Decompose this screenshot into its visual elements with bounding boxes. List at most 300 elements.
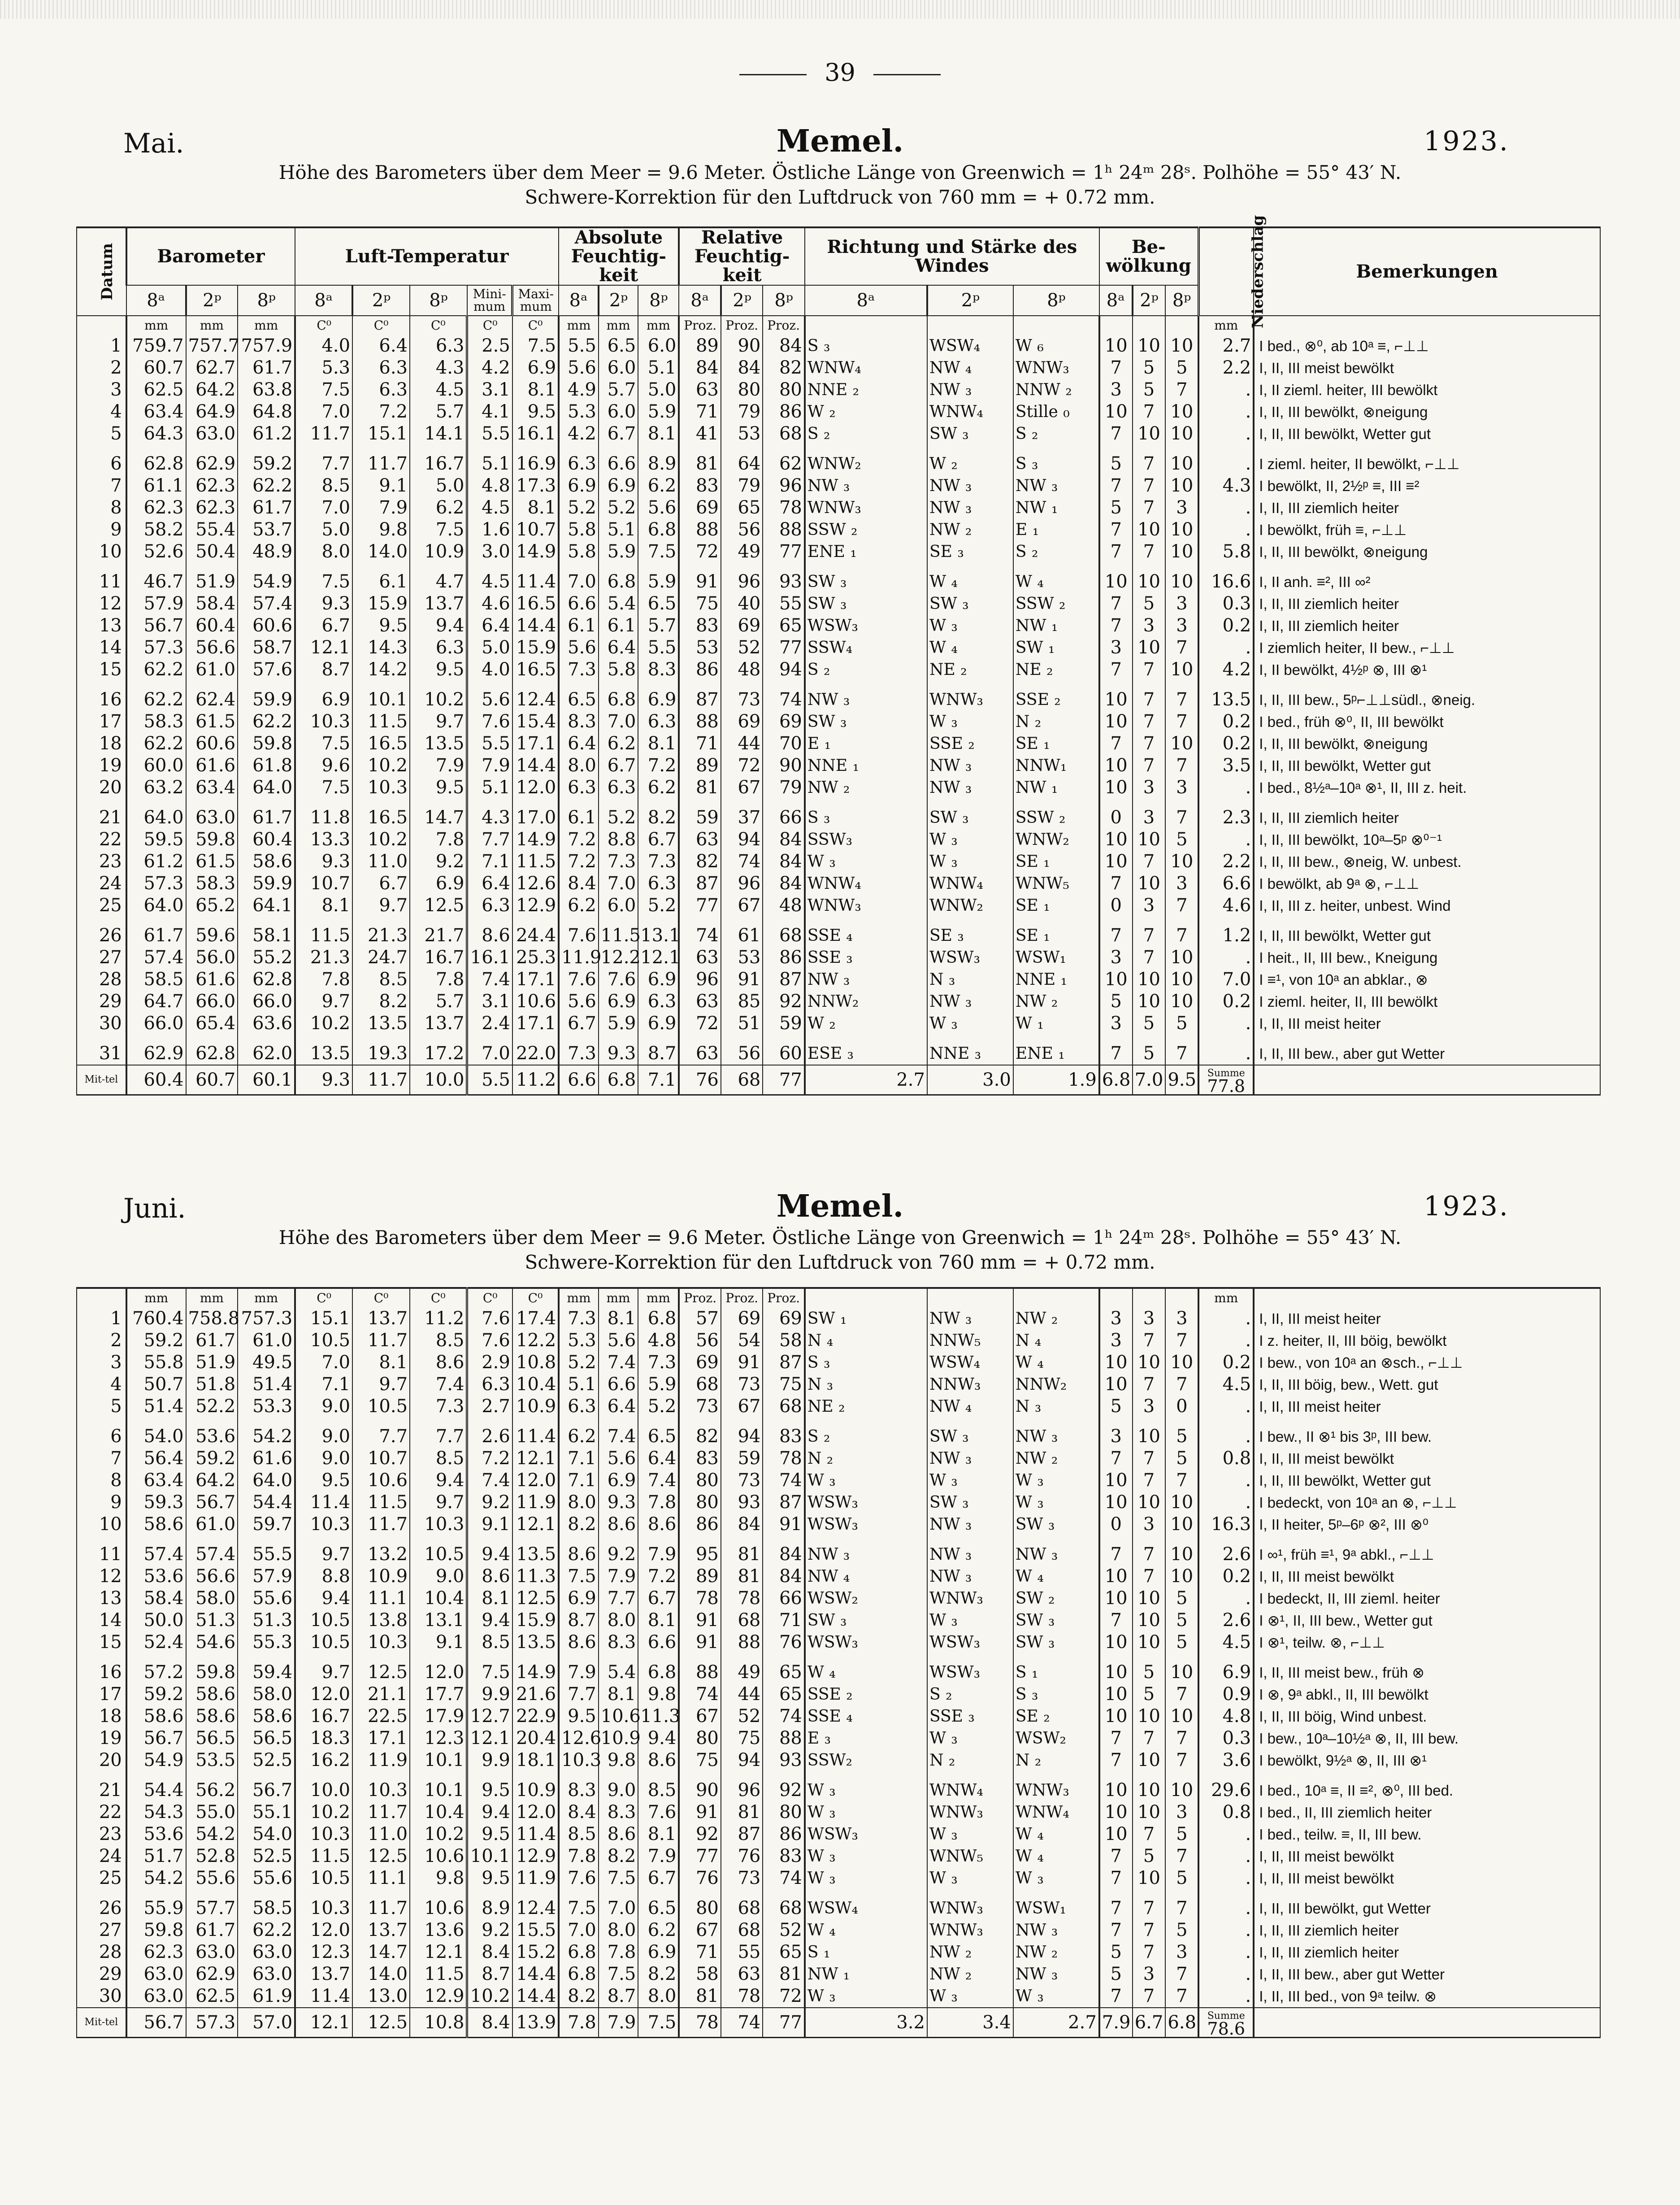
cell-remarks: I bed., teilw. ≡, II, III bew. — [1254, 1823, 1600, 1845]
cell-precip: 6.6 — [1198, 873, 1254, 895]
spacer-cell — [512, 445, 559, 453]
table-row — [77, 1867, 1600, 1889]
cell-day: 7 — [77, 1448, 126, 1470]
cell-temp-max: 12.0 — [512, 777, 559, 799]
cell-temp-max: 18.1 — [512, 1749, 559, 1771]
cell-wind-8p: WSW₂ — [1013, 1727, 1099, 1749]
cell-abs-8p: 8.0 — [638, 1985, 679, 2008]
abs-8p-subheader: 8ᵖ — [638, 285, 679, 316]
cell-baro-8p: 59.4 — [238, 1661, 295, 1683]
cell-wind-8p: NW ₂ — [1013, 1448, 1099, 1470]
cell-abs-8a: 6.9 — [559, 475, 599, 497]
table-row — [77, 379, 1600, 401]
cell-day: 10 — [77, 541, 126, 563]
cell-temp-2p: 8.1 — [352, 1352, 410, 1374]
cell-rel-8a: 95 — [679, 1544, 721, 1566]
spacer-cell — [721, 1535, 763, 1544]
cell-precip: 5.8 — [1198, 541, 1254, 563]
cell-rel-8a: 82 — [679, 1426, 721, 1448]
cell-temp-max: 10.7 — [512, 519, 559, 541]
spacer-cell — [599, 445, 638, 453]
spacer-cell — [1198, 681, 1254, 689]
spacer-cell — [1133, 445, 1166, 453]
cell-baro-8p: 58.6 — [238, 851, 295, 873]
table-row — [77, 1470, 1600, 1492]
cell-abs-8a: 7.3 — [559, 1308, 599, 1330]
cell-day: 14 — [77, 1609, 126, 1631]
cell-rel-8p: 86 — [763, 947, 805, 969]
table-row — [77, 1823, 1600, 1845]
cell-cloud-8a: 7 — [1099, 519, 1133, 541]
cell-abs-8p: 8.1 — [638, 1609, 679, 1631]
cell-baro-2p: 53.5 — [186, 1749, 238, 1771]
unit-temp-min: C⁰ — [467, 1288, 512, 1308]
cell-cloud-8p: 10 — [1165, 519, 1198, 541]
precipitation-label: Niederschlag — [1249, 215, 1267, 329]
spacer-cell — [721, 1771, 763, 1779]
cell-abs-2p: 6.6 — [599, 453, 638, 475]
cell-temp-8a: 11.4 — [295, 1985, 352, 2008]
cell-baro-8p: 757.9 — [238, 335, 295, 357]
cell-cloud-8p: 5 — [1165, 1919, 1198, 1941]
cell-temp-8p: 8.5 — [410, 1330, 467, 1352]
cell-temp-max: 10.6 — [512, 991, 559, 1013]
cell-baro-2p: 758.8 — [186, 1308, 238, 1330]
table-row — [77, 1727, 1600, 1749]
unit-day — [77, 1288, 126, 1308]
cell-baro-2p: 60.6 — [186, 733, 238, 755]
mean-rel-8a: 78 — [679, 2008, 721, 2038]
cell-baro-8p: 62.0 — [238, 1043, 295, 1065]
table-row — [77, 1352, 1600, 1374]
cell-baro-8a: 51.7 — [126, 1845, 186, 1867]
scan-edge — [0, 0, 1680, 19]
cell-baro-2p: 64.9 — [186, 401, 238, 423]
cell-rel-8p: 68 — [763, 1396, 805, 1418]
cell-wind-8a: W ₃ — [805, 1867, 927, 1889]
spacer-cell — [1198, 917, 1254, 925]
cell-rel-8a: 83 — [679, 615, 721, 637]
precip-sum — [1198, 2008, 1254, 2038]
table-row — [77, 1779, 1600, 1801]
cell-day: 19 — [77, 1727, 126, 1749]
cell-day: 13 — [77, 615, 126, 637]
cell-temp-min: 4.6 — [467, 593, 512, 615]
cell-abs-8p: 5.2 — [638, 895, 679, 917]
cell-remarks: I ziemlich heiter, II bew., ⌐⊥⊥ — [1254, 637, 1600, 659]
spacer-cell — [186, 1889, 238, 1897]
cell-temp-2p: 6.3 — [352, 357, 410, 379]
cell-baro-8a: 64.7 — [126, 991, 186, 1013]
cell-temp-min: 9.4 — [467, 1801, 512, 1823]
spacer-cell — [721, 917, 763, 925]
cell-temp-2p: 10.7 — [352, 1448, 410, 1470]
cell-baro-2p: 62.4 — [186, 689, 238, 711]
cell-abs-8a: 8.3 — [559, 1779, 599, 1801]
unit-temp-2p: C⁰ — [352, 316, 410, 335]
cell-temp-min: 6.4 — [467, 615, 512, 637]
cell-temp-8a: 5.3 — [295, 357, 352, 379]
cell-rel-2p: 85 — [721, 991, 763, 1013]
cell-rel-2p: 52 — [721, 637, 763, 659]
cell-temp-8a: 7.1 — [295, 1374, 352, 1396]
cell-baro-8a: 58.6 — [126, 1513, 186, 1535]
cell-cloud-8a: 7 — [1099, 541, 1133, 563]
spacer-cell — [352, 563, 410, 571]
cell-rel-8p: 86 — [763, 1823, 805, 1845]
cell-temp-8a: 11.8 — [295, 807, 352, 829]
cell-wind-8a: W ₃ — [805, 1801, 927, 1823]
cell-rel-8p: 74 — [763, 1470, 805, 1492]
cell-day: 10 — [77, 1513, 126, 1535]
cell-temp-8p: 17.9 — [410, 1705, 467, 1727]
spacer-cell — [1133, 563, 1166, 571]
cell-temp-8p: 11.5 — [410, 1963, 467, 1985]
mean-rel-2p: 68 — [721, 1065, 763, 1095]
spacer-cell — [638, 1653, 679, 1661]
cell-abs-2p: 8.2 — [599, 1845, 638, 1867]
spacer-cell — [927, 681, 1013, 689]
cell-rel-8a: 87 — [679, 689, 721, 711]
cell-remarks: I ∞¹, früh ≡¹, 9ᵃ abkl., ⌐⊥⊥ — [1254, 1544, 1600, 1566]
table-row — [77, 1941, 1600, 1963]
mean-abs-2p: 7.9 — [599, 2008, 638, 2038]
spacer-cell — [1013, 1771, 1099, 1779]
cell-wind-8p: NW ₂ — [1013, 1308, 1099, 1330]
cell-precip: . — [1198, 497, 1254, 519]
cell-wind-2p: W ₄ — [927, 571, 1013, 593]
cell-baro-2p: 56.6 — [186, 637, 238, 659]
cell-cloud-8p: 10 — [1165, 475, 1198, 497]
cell-wind-8a: S ₃ — [805, 335, 927, 357]
cloud-8a-subheader: 8ᵃ — [1099, 285, 1133, 316]
cell-baro-2p: 66.0 — [186, 991, 238, 1013]
cell-wind-8a: NW ₃ — [805, 969, 927, 991]
cell-temp-max: 12.4 — [512, 689, 559, 711]
cell-temp-min: 9.5 — [467, 1867, 512, 1889]
cell-temp-max: 16.1 — [512, 423, 559, 445]
cell-temp-8a: 10.3 — [295, 1513, 352, 1535]
cell-temp-max: 22.0 — [512, 1043, 559, 1065]
cell-day: 18 — [77, 1705, 126, 1727]
spacer-cell — [763, 681, 805, 689]
cell-rel-2p: 37 — [721, 807, 763, 829]
spacer-cell — [1198, 563, 1254, 571]
spacer-cell — [1165, 1653, 1198, 1661]
cell-rel-2p: 88 — [721, 1631, 763, 1653]
cell-rel-2p: 52 — [721, 1705, 763, 1727]
spacer-cell — [512, 917, 559, 925]
cell-wind-8a: E ₁ — [805, 733, 927, 755]
cell-remarks: I bew., II ⊗¹ bis 3ᵖ, III bew. — [1254, 1426, 1600, 1448]
cell-cloud-2p: 7 — [1133, 1544, 1166, 1566]
cell-rel-8a: 69 — [679, 497, 721, 519]
cell-day: 20 — [77, 1749, 126, 1771]
cell-baro-8a: 58.4 — [126, 1587, 186, 1609]
cell-precip: . — [1198, 1963, 1254, 1985]
cell-rel-8p: 76 — [763, 1631, 805, 1653]
spacer-cell — [410, 1535, 467, 1544]
cell-cloud-2p: 5 — [1133, 1013, 1166, 1035]
cell-precip: 2.6 — [1198, 1609, 1254, 1631]
cell-wind-8a: W ₃ — [805, 1779, 927, 1801]
cell-precip: . — [1198, 1043, 1254, 1065]
cell-rel-2p: 93 — [721, 1492, 763, 1513]
cell-cloud-8p: 10 — [1165, 659, 1198, 681]
cell-cloud-8a: 7 — [1099, 615, 1133, 637]
cell-abs-2p: 6.0 — [599, 401, 638, 423]
cell-abs-8p: 6.8 — [638, 1308, 679, 1330]
cell-rel-8p: 92 — [763, 1779, 805, 1801]
cell-baro-2p: 64.2 — [186, 1470, 238, 1492]
cell-wind-2p: W ₃ — [927, 1609, 1013, 1631]
cell-rel-8a: 81 — [679, 777, 721, 799]
cell-cloud-2p: 10 — [1133, 519, 1166, 541]
cell-temp-8p: 16.7 — [410, 453, 467, 475]
cell-baro-8p: 59.8 — [238, 733, 295, 755]
cell-wind-8p: SE ₂ — [1013, 1705, 1099, 1727]
cell-cloud-8a: 10 — [1099, 401, 1133, 423]
cell-temp-8p: 9.8 — [410, 1867, 467, 1889]
cell-temp-max: 12.1 — [512, 1448, 559, 1470]
cell-rel-8p: 87 — [763, 969, 805, 991]
cell-cloud-8p: 5 — [1165, 1609, 1198, 1631]
cell-rel-2p: 63 — [721, 1963, 763, 1985]
cell-baro-8a: 57.4 — [126, 947, 186, 969]
spacer-cell — [638, 445, 679, 453]
cell-baro-8a: 61.1 — [126, 475, 186, 497]
cell-abs-8a: 6.3 — [559, 777, 599, 799]
cell-rel-8a: 77 — [679, 895, 721, 917]
cell-day: 23 — [77, 1823, 126, 1845]
cell-rel-8a: 77 — [679, 1845, 721, 1867]
cell-abs-2p: 6.7 — [599, 755, 638, 777]
spacer-cell — [638, 681, 679, 689]
spacer-cell — [927, 445, 1013, 453]
cell-rel-8a: 74 — [679, 1683, 721, 1705]
cell-baro-8a: 66.0 — [126, 1013, 186, 1035]
air-temperature-header: Luft-Temperatur — [295, 227, 559, 285]
cell-wind-2p: W ₃ — [927, 1013, 1013, 1035]
cell-rel-8p: 59 — [763, 1013, 805, 1035]
unit-rel-8p: Proz. — [763, 316, 805, 335]
cell-cloud-8a: 7 — [1099, 593, 1133, 615]
cell-cloud-8a: 7 — [1099, 423, 1133, 445]
cell-wind-2p: NE ₂ — [927, 659, 1013, 681]
cell-temp-8p: 6.9 — [410, 873, 467, 895]
spacer-cell — [1198, 1653, 1254, 1661]
cell-precip: 0.8 — [1198, 1801, 1254, 1823]
table-row — [77, 873, 1600, 895]
cell-temp-min: 12.1 — [467, 1727, 512, 1749]
spacer-cell — [295, 445, 352, 453]
spacer-cell — [721, 563, 763, 571]
spacer-cell — [238, 1418, 295, 1426]
cell-baro-8p: 61.0 — [238, 1330, 295, 1352]
spacer-cell — [559, 1035, 599, 1043]
cell-cloud-8a: 3 — [1099, 379, 1133, 401]
cell-wind-8p: NW ₂ — [1013, 991, 1099, 1013]
cell-abs-8a: 5.6 — [559, 357, 599, 379]
cell-precip: . — [1198, 1823, 1254, 1845]
cell-temp-min: 4.5 — [467, 497, 512, 519]
cell-precip: . — [1198, 1985, 1254, 2008]
spacer-cell — [805, 1889, 927, 1897]
cell-baro-8a: 54.3 — [126, 1801, 186, 1823]
group-spacer — [77, 1771, 1600, 1779]
table-row — [77, 1683, 1600, 1705]
cell-cloud-2p: 10 — [1133, 873, 1166, 895]
spacer-cell — [559, 1889, 599, 1897]
cell-wind-8p: NW ₃ — [1013, 475, 1099, 497]
cell-wind-8p: NE ₂ — [1013, 659, 1099, 681]
cell-temp-8p: 5.7 — [410, 991, 467, 1013]
spacer-cell — [1133, 1771, 1166, 1779]
cell-day: 21 — [77, 807, 126, 829]
cell-rel-2p: 69 — [721, 1308, 763, 1330]
cell-wind-2p: NW ₃ — [927, 991, 1013, 1013]
cell-abs-8a: 7.0 — [559, 1919, 599, 1941]
cell-abs-8p: 8.2 — [638, 807, 679, 829]
cell-wind-2p: N ₃ — [927, 969, 1013, 991]
cell-wind-8a: NW ₃ — [805, 689, 927, 711]
cell-temp-2p: 11.7 — [352, 453, 410, 475]
cell-baro-2p: 59.6 — [186, 925, 238, 947]
cell-cloud-8p: 10 — [1165, 571, 1198, 593]
cell-day: 3 — [77, 379, 126, 401]
spacer-cell — [1165, 563, 1198, 571]
cell-temp-min: 8.9 — [467, 1897, 512, 1919]
mean-temp-8a: 9.3 — [295, 1065, 352, 1095]
cell-abs-2p: 8.3 — [599, 1631, 638, 1653]
cell-remarks: I, II, III bew., aber gut Wetter — [1254, 1963, 1600, 1985]
cell-temp-8p: 12.3 — [410, 1727, 467, 1749]
cell-baro-8p: 59.7 — [238, 1513, 295, 1535]
spacer-cell — [1198, 445, 1254, 453]
table-row — [77, 615, 1600, 637]
cell-temp-8a: 12.0 — [295, 1683, 352, 1705]
cell-wind-8a: SSE ₄ — [805, 925, 927, 947]
cell-precip: 0.8 — [1198, 1448, 1254, 1470]
cell-wind-8p: W ₄ — [1013, 1352, 1099, 1374]
cell-remarks: I z. heiter, II, III böig, bewölkt — [1254, 1330, 1600, 1352]
cell-baro-8p: 64.0 — [238, 1470, 295, 1492]
cell-abs-8a: 6.5 — [559, 689, 599, 711]
spacer-cell — [467, 445, 512, 453]
cell-rel-8a: 75 — [679, 593, 721, 615]
cell-temp-8a: 7.7 — [295, 453, 352, 475]
sum-label: Summe — [1207, 1068, 1245, 1079]
cell-temp-max: 8.1 — [512, 379, 559, 401]
cell-day: 2 — [77, 1330, 126, 1352]
spacer-cell — [1254, 1771, 1600, 1779]
group-spacer — [77, 917, 1600, 925]
cell-abs-8a: 6.7 — [559, 1013, 599, 1035]
cell-cloud-2p: 7 — [1133, 541, 1166, 563]
cell-temp-max: 15.4 — [512, 711, 559, 733]
table-row — [77, 1749, 1600, 1771]
spacer-cell — [77, 563, 126, 571]
spacer-cell — [763, 1418, 805, 1426]
cell-rel-8a: 58 — [679, 1963, 721, 1985]
cell-temp-2p: 21.1 — [352, 1683, 410, 1705]
unit-precip: mm — [1198, 316, 1254, 335]
spacer-cell — [599, 681, 638, 689]
cell-rel-2p: 73 — [721, 1470, 763, 1492]
cell-abs-8p: 8.9 — [638, 453, 679, 475]
cell-baro-2p: 52.2 — [186, 1396, 238, 1418]
cell-day: 28 — [77, 1941, 126, 1963]
cell-cloud-8a: 7 — [1099, 1749, 1133, 1771]
cell-baro-8p: 60.4 — [238, 829, 295, 851]
cell-abs-8p: 6.5 — [638, 1897, 679, 1919]
cell-baro-2p: 757.7 — [186, 335, 238, 357]
cell-cloud-8a: 10 — [1099, 711, 1133, 733]
cell-precip: 6.9 — [1198, 1661, 1254, 1683]
cell-wind-8a: SSE ₄ — [805, 1705, 927, 1727]
cell-temp-min: 5.5 — [467, 423, 512, 445]
table-row — [77, 1897, 1600, 1919]
cell-baro-8a: 57.2 — [126, 1661, 186, 1683]
cell-temp-8a: 7.5 — [295, 571, 352, 593]
cell-abs-2p: 6.9 — [599, 991, 638, 1013]
table-row — [77, 571, 1600, 593]
cell-baro-8p: 52.5 — [238, 1749, 295, 1771]
spacer-cell — [1165, 1535, 1198, 1544]
cell-temp-min: 5.1 — [467, 777, 512, 799]
baro-8p-subheader: 8ᵖ — [238, 285, 295, 316]
cell-abs-8p: 6.0 — [638, 335, 679, 357]
cell-abs-2p: 6.4 — [599, 637, 638, 659]
cell-baro-2p: 55.0 — [186, 1801, 238, 1823]
cell-rel-2p: 81 — [721, 1544, 763, 1566]
cell-temp-2p: 6.4 — [352, 335, 410, 357]
cell-wind-2p: NW ₃ — [927, 1448, 1013, 1470]
cell-abs-8a: 4.2 — [559, 423, 599, 445]
cell-baro-8a: 50.0 — [126, 1609, 186, 1631]
spacer-cell — [638, 1535, 679, 1544]
spacer-cell — [238, 1889, 295, 1897]
cell-day: 30 — [77, 1985, 126, 2008]
cell-cloud-8a: 5 — [1099, 453, 1133, 475]
cell-baro-2p: 61.5 — [186, 851, 238, 873]
spacer-cell — [77, 1418, 126, 1426]
cell-abs-8a: 8.6 — [559, 1544, 599, 1566]
cell-day: 8 — [77, 497, 126, 519]
cell-cloud-8p: 10 — [1165, 947, 1198, 969]
mean-rel-8a: 76 — [679, 1065, 721, 1095]
cell-temp-max: 12.0 — [512, 1801, 559, 1823]
cell-rel-8p: 78 — [763, 1448, 805, 1470]
rel-2p-subheader: 2ᵖ — [721, 285, 763, 316]
cell-temp-8a: 9.0 — [295, 1448, 352, 1470]
cell-cloud-8a: 7 — [1099, 1043, 1133, 1065]
unit-baro-8p: mm — [238, 316, 295, 335]
cell-rel-2p: 64 — [721, 453, 763, 475]
station-meta-line-1: Höhe des Barometers über dem Meer = 9.6 Meter. Östliche Länge von Greenwich = 1ʰ 24ᵐ 28ˢ. Polhöhe = 55° 43′ N. — [278, 1226, 1402, 1248]
cell-temp-max: 13.5 — [512, 1544, 559, 1566]
cell-cloud-8a: 3 — [1099, 1330, 1133, 1352]
cell-precip: 0.2 — [1198, 1566, 1254, 1587]
spacer-cell — [1013, 681, 1099, 689]
cell-rel-8a: 67 — [679, 1919, 721, 1941]
cell-day: 29 — [77, 991, 126, 1013]
cell-day: 13 — [77, 1587, 126, 1609]
cell-cloud-2p: 10 — [1133, 1492, 1166, 1513]
cell-precip: 0.3 — [1198, 1727, 1254, 1749]
cell-wind-8a: SW ₃ — [805, 1609, 927, 1631]
cell-temp-min: 8.7 — [467, 1963, 512, 1985]
